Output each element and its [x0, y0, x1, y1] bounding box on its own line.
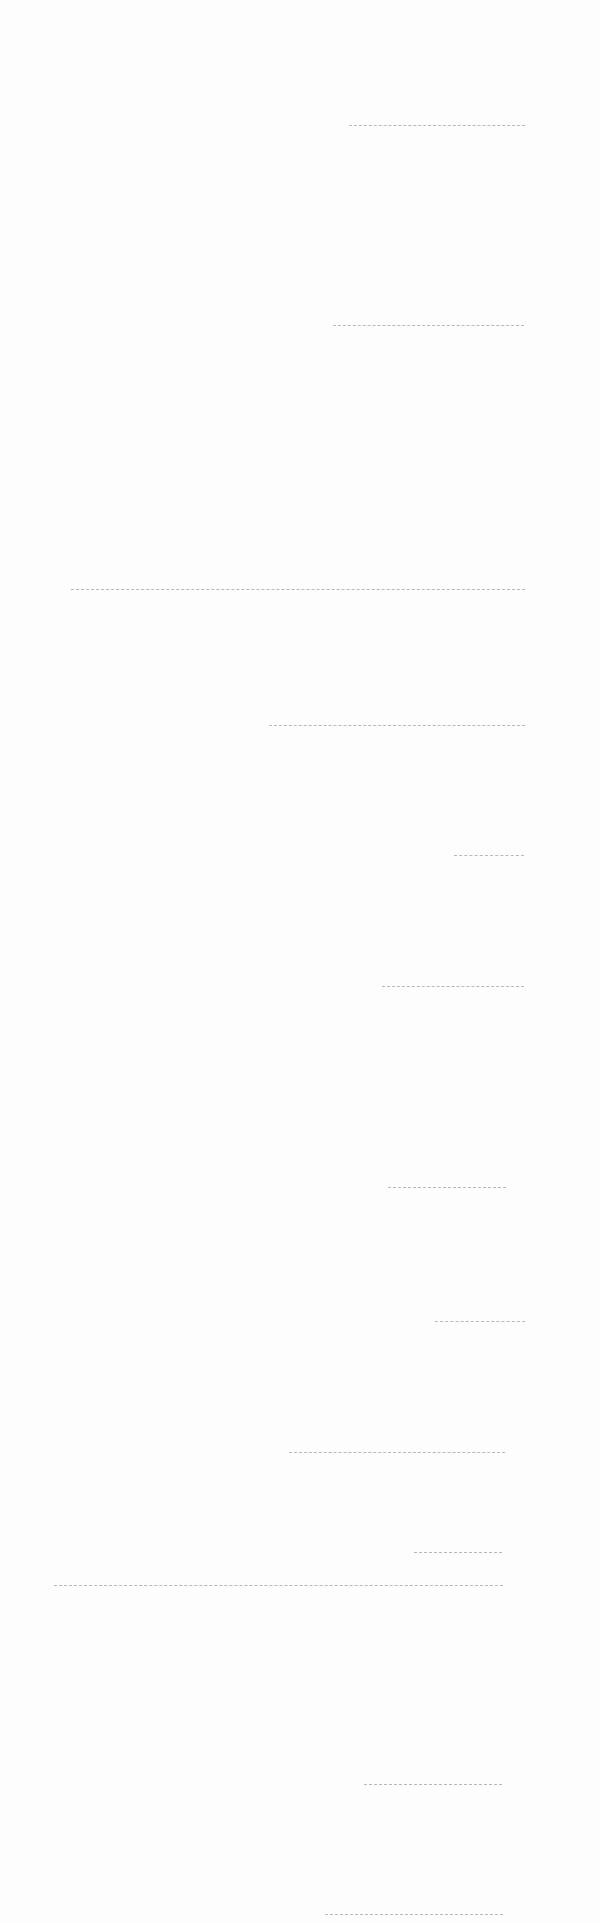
- fill-in-line: [289, 1452, 505, 1453]
- fill-in-line: [325, 1914, 503, 1915]
- fill-in-line: [54, 1585, 503, 1586]
- fill-in-line: [454, 855, 524, 856]
- fill-in-line: [435, 1321, 525, 1322]
- fill-in-line: [349, 125, 525, 126]
- fill-in-line: [71, 589, 525, 590]
- fill-in-line: [414, 1552, 502, 1553]
- fill-in-line: [364, 1784, 502, 1785]
- fill-in-line: [269, 725, 525, 726]
- fill-in-line: [382, 986, 524, 987]
- fill-in-line: [333, 325, 524, 326]
- fill-in-line: [388, 1187, 506, 1188]
